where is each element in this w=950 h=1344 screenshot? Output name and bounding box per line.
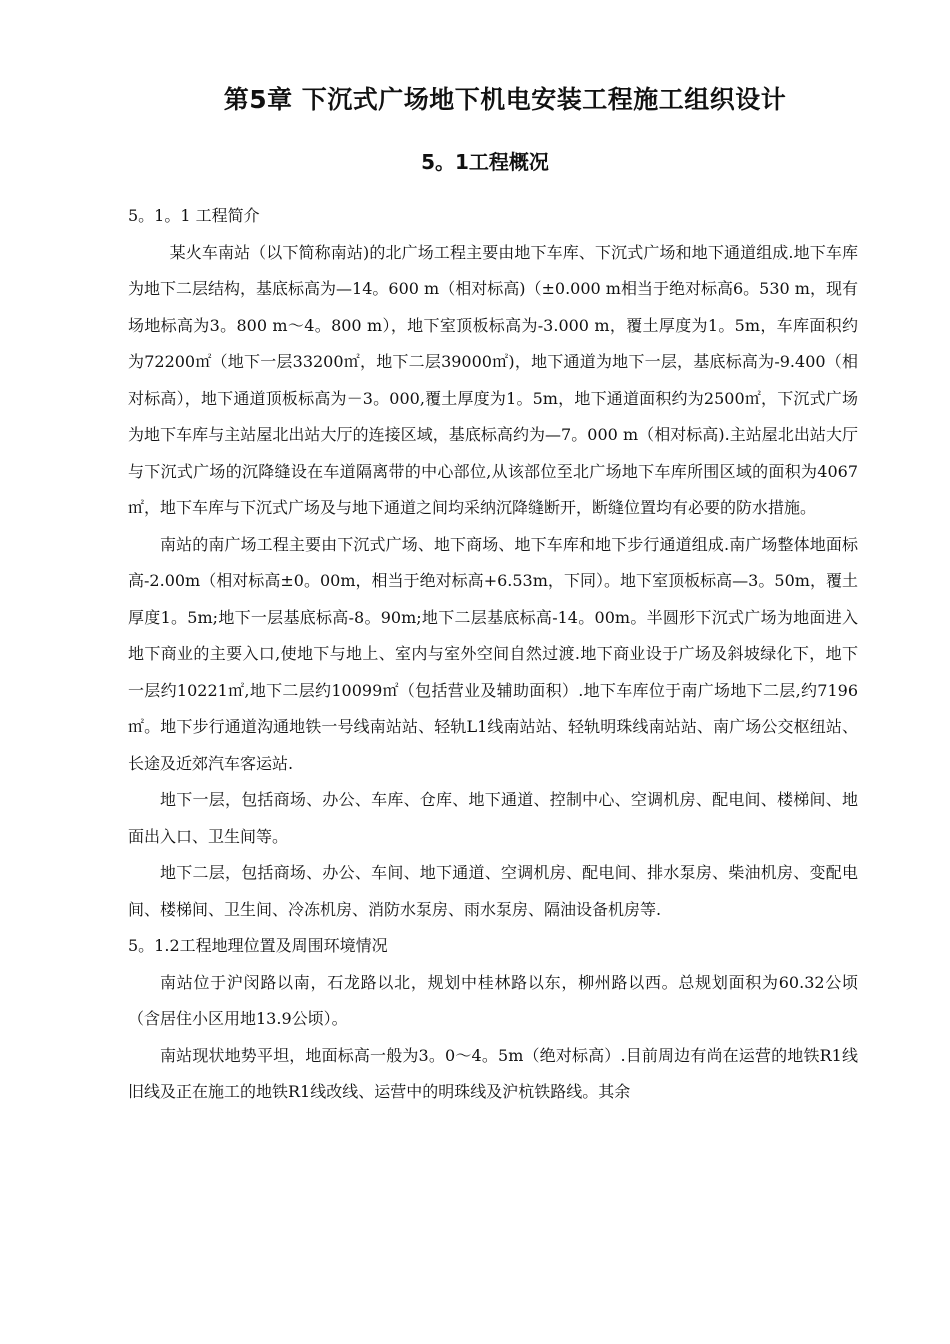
paragraph-basement-level-1: 地下一层，包括商场、办公、车库、仓库、地下通道、控制中心、空调机房、配电间、楼梯间、地面出入口、卫生间等。	[128, 790, 858, 846]
sub-heading-project-intro: 5。1。1 工程简介	[128, 206, 260, 225]
paragraph-south-plaza: 南站的南广场工程主要由下沉式广场、地下商场、地下车库和地下步行通道组成.南广场整体地面标高-2.00m（相对标高±0。00m，相当于绝对标高+6.53m，下同）。地下室顶板标高—3。50m，覆土厚度1。5m;地下一层基底标高-8。90m;地下二层基底标高-14。00m。半圆形下沉式广场为地面进入地下商业的主要入口,使地下与地上、室内与室外空间自然过渡.地下商业设于广场及斜坡绿化下，地下一层约10221㎡,地下二层约10099㎡（包括营业及辅助面积）.地下车库位于南广场地下二层,约7196㎡。地下步行通道沟通地铁一号线南站站、轻轨L1线南站站、轻轨明珠线南站站、南广场公交枢纽站、长途及近郊汽车客运站.	[128, 534, 858, 773]
sub-heading-location: 5。1.2工程地理位置及周围环境情况	[128, 936, 388, 955]
paragraph-surroundings: 南站现状地势平坦，地面标高一般为3。0～4。5m（绝对标高）.目前周边有尚在运营的地铁R1线旧线及正在施工的地铁R1线改线、运营中的明珠线及沪杭铁路线。其余	[128, 1045, 858, 1101]
document-body	[128, 198, 858, 1111]
paragraph-basement-level-2: 地下二层，包括商场、办公、车间、地下通道、空调机房、配电间、排水泵房、柴油机房、变配电间、楼梯间、卫生间、冷冻机房、消防水泵房、雨水泵房、隔油设备机房等.	[128, 863, 858, 919]
paragraph-location: 南站位于沪闵路以南，石龙路以北，规划中桂林路以东，柳州路以西。总规划面积为60.32公顷（含居住小区用地13.9公顷）。	[128, 972, 858, 1028]
chapter-title: 第5章 下沉式广场地下机电安装工程施工组织设计	[223, 85, 787, 114]
paragraph-north-plaza: 某火车南站（以下简称南站)的北广场工程主要由地下车库、下沉式广场和地下通道组成.地下车库为地下二层结构，基底标高为—14。600 m（相对标高)（±0.000 m相当于绝对标高6。530 m，现有场地标高为3。800 m～4。800 m），地下室顶板标高为-3.000 m，覆土厚度为1。5m，车库面积约为72200㎡（地下一层33200㎡，地下二层39000㎡)，地下通道为地下一层，基底标高为-9.400（相对标高），地下通道顶板标高为－3。000,覆土厚度为1。5m，地下通道面积约为2500㎡，下沉式广场为地下车库与主站屋北出站大厅的连接区域，基底标高约为—7。000 m（相对标高).主站屋北出站大厅与下沉式广场的沉降缝设在车道隔离带的中心部位,从该部位至北广场地下车库所围区域的面积为4067㎡，地下车库与下沉式广场及与地下通道之间均采纳沉降缝断开，断缝位置均有必要的防水措施。	[128, 242, 858, 517]
section-title: 5。1工程概况	[421, 150, 549, 174]
